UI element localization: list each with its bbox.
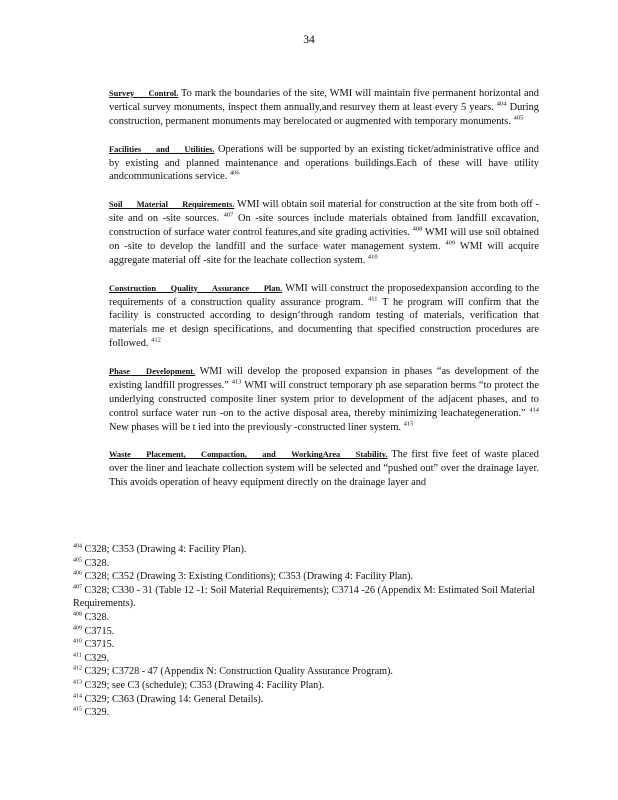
footnote-ref: 404 [496, 100, 507, 108]
page-number: 34 [303, 34, 315, 46]
footnote [73, 693, 539, 707]
footnote-ref: 407 [223, 211, 234, 219]
paragraph-text: During construction, permanent monuments may berelocated or augmented with temporary monuments. [109, 101, 539, 127]
footnote-ref: 411 [368, 295, 378, 303]
footnote-text: C328. [84, 611, 110, 623]
footnote-text: C328; C330 - 31 (Table 12 -1: Soil Material Requirements); C3714 -26 (Appendix M: Estimated Soil Material Requirements). [73, 584, 535, 610]
footnote-ref: 408 [412, 225, 423, 233]
footnote-ref: 405 [513, 114, 524, 122]
body-text [73, 87, 539, 504]
footnote-number: 407 [73, 584, 82, 591]
paragraph-text: WMI will obtain soil material for construction at the site from both off -site and on -site sources. [109, 199, 539, 225]
footnote-ref: 413 [231, 378, 242, 386]
heading-cqa-plan: Construction Quality Assurance Plan. [109, 283, 283, 293]
footnote [73, 570, 539, 584]
paragraph-text: WMI will develop the proposed expansion in phases “as development of the existing landfill progresses.” [109, 366, 539, 391]
footnote-ref: 412 [151, 336, 161, 344]
footnote-number: 411 [73, 652, 82, 659]
footnote-text: C3715. [84, 639, 115, 651]
footnote-text: C328; C352 (Drawing 3: Existing Conditions); C353 (Drawing 4: Facility Plan). [84, 571, 414, 583]
footnote-ref: 409 [445, 239, 456, 247]
heading-phase-development: Phase Development. [109, 367, 196, 377]
paragraph-text: WMI will construct the proposedexpansion according to the requirements of a construction quality assurance program. [109, 282, 539, 308]
footnote [73, 584, 539, 611]
footnote-text: C329; C3728 - 47 (Appendix N: Construction Quality Assurance Program). [84, 666, 393, 678]
footnote-text: C328. [84, 557, 110, 569]
footnote [73, 625, 539, 639]
footnote-text: C3715. [84, 625, 115, 637]
footnote [73, 611, 539, 625]
footnote [73, 543, 539, 557]
heading-waste-placement: Waste Placement, Compaction, and WorkingArea Stability. [109, 450, 388, 460]
footnote-text: C329; C363 (Drawing 14: General Details). [84, 693, 264, 705]
paragraph-text: The first five feet of waste placed over the liner and leachate collection system will be selected and “pushed out” over the drainage layer. This avoids operation of heavy equipment directly on the drainage layer and [109, 449, 539, 489]
footnote [73, 557, 539, 571]
footnote-number: 415 [73, 706, 82, 713]
footnote [73, 638, 539, 652]
footnote-ref: 415 [403, 420, 414, 428]
footnote [73, 679, 539, 693]
footnote-number: 412 [73, 665, 82, 672]
footnote-number: 405 [73, 557, 82, 564]
footnote [73, 706, 539, 720]
paragraph-phase-development [73, 365, 539, 435]
heading-facilities: Facilities and Utilities. [109, 144, 215, 154]
paragraph-text: To mark the boundaries of the site, WMI will maintain five permanent horizontal and vertical survey monuments, inspect them annually,and resurvey them at least every 5 years. [109, 88, 539, 113]
footnote-ref: 406 [229, 169, 240, 177]
footnote-text: C329. [84, 652, 109, 664]
paragraph-text: T he program will confirm that the facility is constructed according to design‘through random testing of materials, verification that materials me et design specifications, and documenting that specified construction procedures are followed. [109, 296, 539, 350]
heading-survey-control: Survey Control. [109, 89, 179, 98]
footnote-text: C329. [84, 707, 110, 719]
footnote-number: 410 [73, 638, 82, 645]
footnote-text: C329; see C3 (schedule); C353 (Drawing 4: Facility Plan). [84, 679, 325, 691]
footnote [73, 652, 539, 666]
footnote-ref: 410 [367, 253, 378, 261]
paragraph-waste-placement [73, 448, 539, 490]
footnote-number: 413 [73, 679, 82, 686]
paragraph-text: On -site sources include materials obtained from landfill excavation, construction of surface water control features,and site grading activities. [109, 213, 539, 239]
footnote-number: 414 [73, 693, 82, 700]
footnote-number: 404 [73, 543, 82, 550]
paragraph-survey-control [73, 87, 539, 129]
paragraph-text: Operations will be supported by an existing ticket/administrative office and by existing and planned maintenance and operations buildings.Each of these will have utility andcommunications service. [109, 143, 539, 183]
paragraph-facilities [73, 143, 539, 185]
paragraph-text: WMI will acquire aggregate material off -site for the leachate collection system. [109, 240, 539, 266]
heading-soil-material: Soil Material Requirements. [109, 200, 235, 210]
footnote [73, 665, 539, 679]
footnote-number: 406 [73, 570, 82, 577]
paragraph-soil-material [73, 198, 539, 268]
footnotes [73, 543, 539, 720]
paragraph-text: WMI will use soil obtained on -site to develop the landfill and the surface water management system. [109, 227, 539, 252]
paragraph-cqa-plan [73, 282, 539, 352]
footnote-number: 409 [73, 625, 82, 632]
footnote-text: C328; C353 (Drawing 4: Facility Plan). [84, 544, 247, 555]
paragraph-text: WMI will construct temporary ph ase separation berms “to protect the underlying constructed composite liner system prior to development of the adjacent phases, and to control surface water run -on to the active disposal area, thereby minimizing leachategeneration.” [109, 379, 539, 419]
footnote-ref: 414 [529, 406, 540, 414]
paragraph-text: New phases will be t ied into the previously -constructed liner system. [109, 421, 402, 433]
footnote-number: 408 [73, 611, 82, 618]
